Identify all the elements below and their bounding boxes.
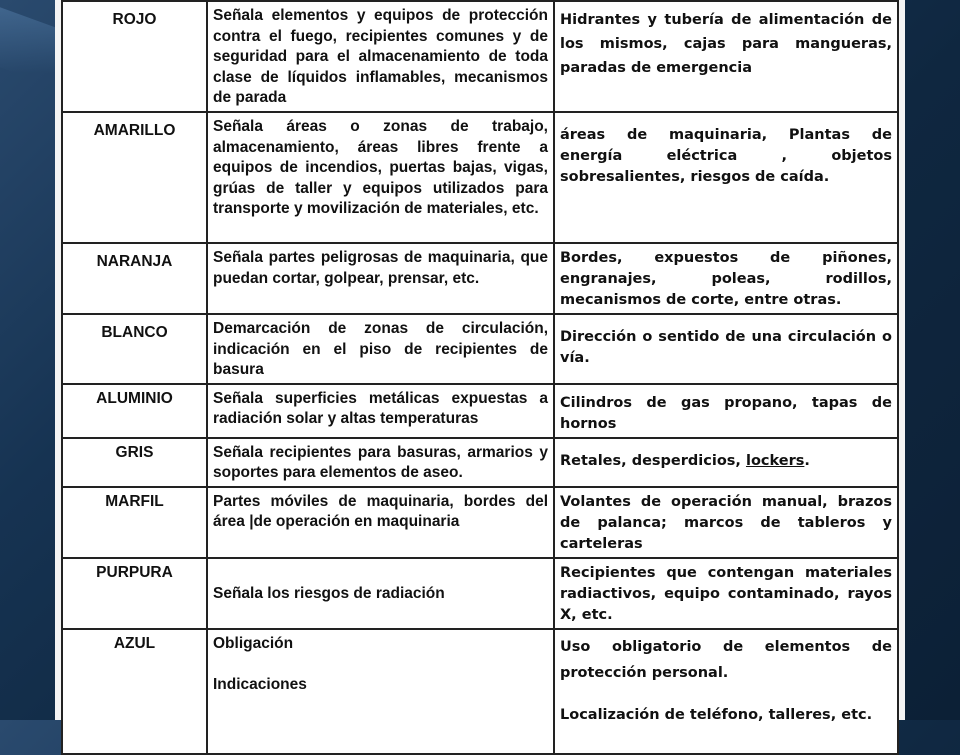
color-examples: Dirección o sentido de una circulación o vía. — [554, 314, 898, 384]
table-row — [62, 629, 898, 754]
table-row — [62, 314, 898, 384]
color-examples: Volantes de operación manual, brazos de palanca; marcos de tableros y carteleras — [554, 487, 898, 558]
examples-line-1: Uso obligatorio de elementos de protección personal. — [560, 638, 892, 681]
table-row — [62, 243, 898, 314]
color-name: BLANCO — [62, 314, 207, 384]
color-examples: Bordes, expuestos de piñones, engranajes, poleas, rodillos, mecanismos de corte, entre otras. — [554, 243, 898, 314]
table-row — [62, 1, 898, 112]
color-examples — [554, 438, 898, 487]
color-description: Partes móviles de maquinaria, bordes del área |de operación en maquinaria — [207, 487, 554, 558]
color-name: NARANJA — [62, 243, 207, 314]
examples-text: Retales, desperdicios, — [560, 452, 746, 469]
table-row — [62, 384, 898, 438]
examples-text-end: . — [804, 452, 810, 469]
color-name: AMARILLO — [62, 112, 207, 243]
color-name: ALUMINIO — [62, 384, 207, 438]
color-name: PURPURA — [62, 558, 207, 629]
color-description: Señala elementos y equipos de protección contra el fuego, recipientes comunes y de seguridad para el almacenamiento de toda clase de líquidos inflamables, mecanismos de parada — [207, 1, 554, 112]
description-line-2: Indicaciones — [213, 676, 307, 693]
color-examples: Cilindros de gas propano, tapas de hornos — [554, 384, 898, 438]
color-description — [207, 629, 554, 754]
description-line-1: Obligación — [213, 634, 294, 652]
color-examples: Recipientes que contengan materiales radiactivos, equipo contaminado, rayos X, etc. — [554, 558, 898, 629]
color-description: Demarcación de zonas de circulación, indicación en el piso de recipientes de basura — [207, 314, 554, 384]
color-name: ROJO — [62, 1, 207, 112]
color-examples: Hidrantes y tubería de alimentación de los mismos, cajas para mangueras, paradas de emergencia — [554, 1, 898, 112]
color-description: Señala partes peligrosas de maquinaria, que puedan cortar, golpear, prensar, etc. — [207, 243, 554, 314]
color-description: Señala los riesgos de radiación — [207, 558, 554, 629]
color-description: Señala recipientes para basuras, armarios y soportes para elementos de aseo. — [207, 438, 554, 487]
color-code-table — [61, 0, 899, 755]
examples-line-2: Localización de teléfono, talleres, etc. — [560, 706, 873, 723]
color-description: Señala superficies metálicas expuestas a radiación solar y altas temperaturas — [207, 384, 554, 438]
color-name: AZUL — [62, 629, 207, 754]
table-row — [62, 112, 898, 243]
color-examples — [554, 629, 898, 754]
color-name: MARFIL — [62, 487, 207, 558]
color-examples: áreas de maquinaria, Plantas de energía eléctrica , objetos sobresalientes, riesgos de caída. — [554, 112, 898, 243]
table-row — [62, 487, 898, 558]
table-row — [62, 558, 898, 629]
examples-underlined-text: lockers — [745, 452, 805, 469]
document-page — [55, 0, 905, 723]
color-name: GRIS — [62, 438, 207, 487]
table-row — [62, 438, 898, 487]
color-description: Señala áreas o zonas de trabajo, almacenamiento, áreas libres frente a equipos de incendios, puertas bajas, vigas, grúas de taller y equipos utilizados para transporte y movilización de materiales, etc. — [207, 112, 554, 243]
